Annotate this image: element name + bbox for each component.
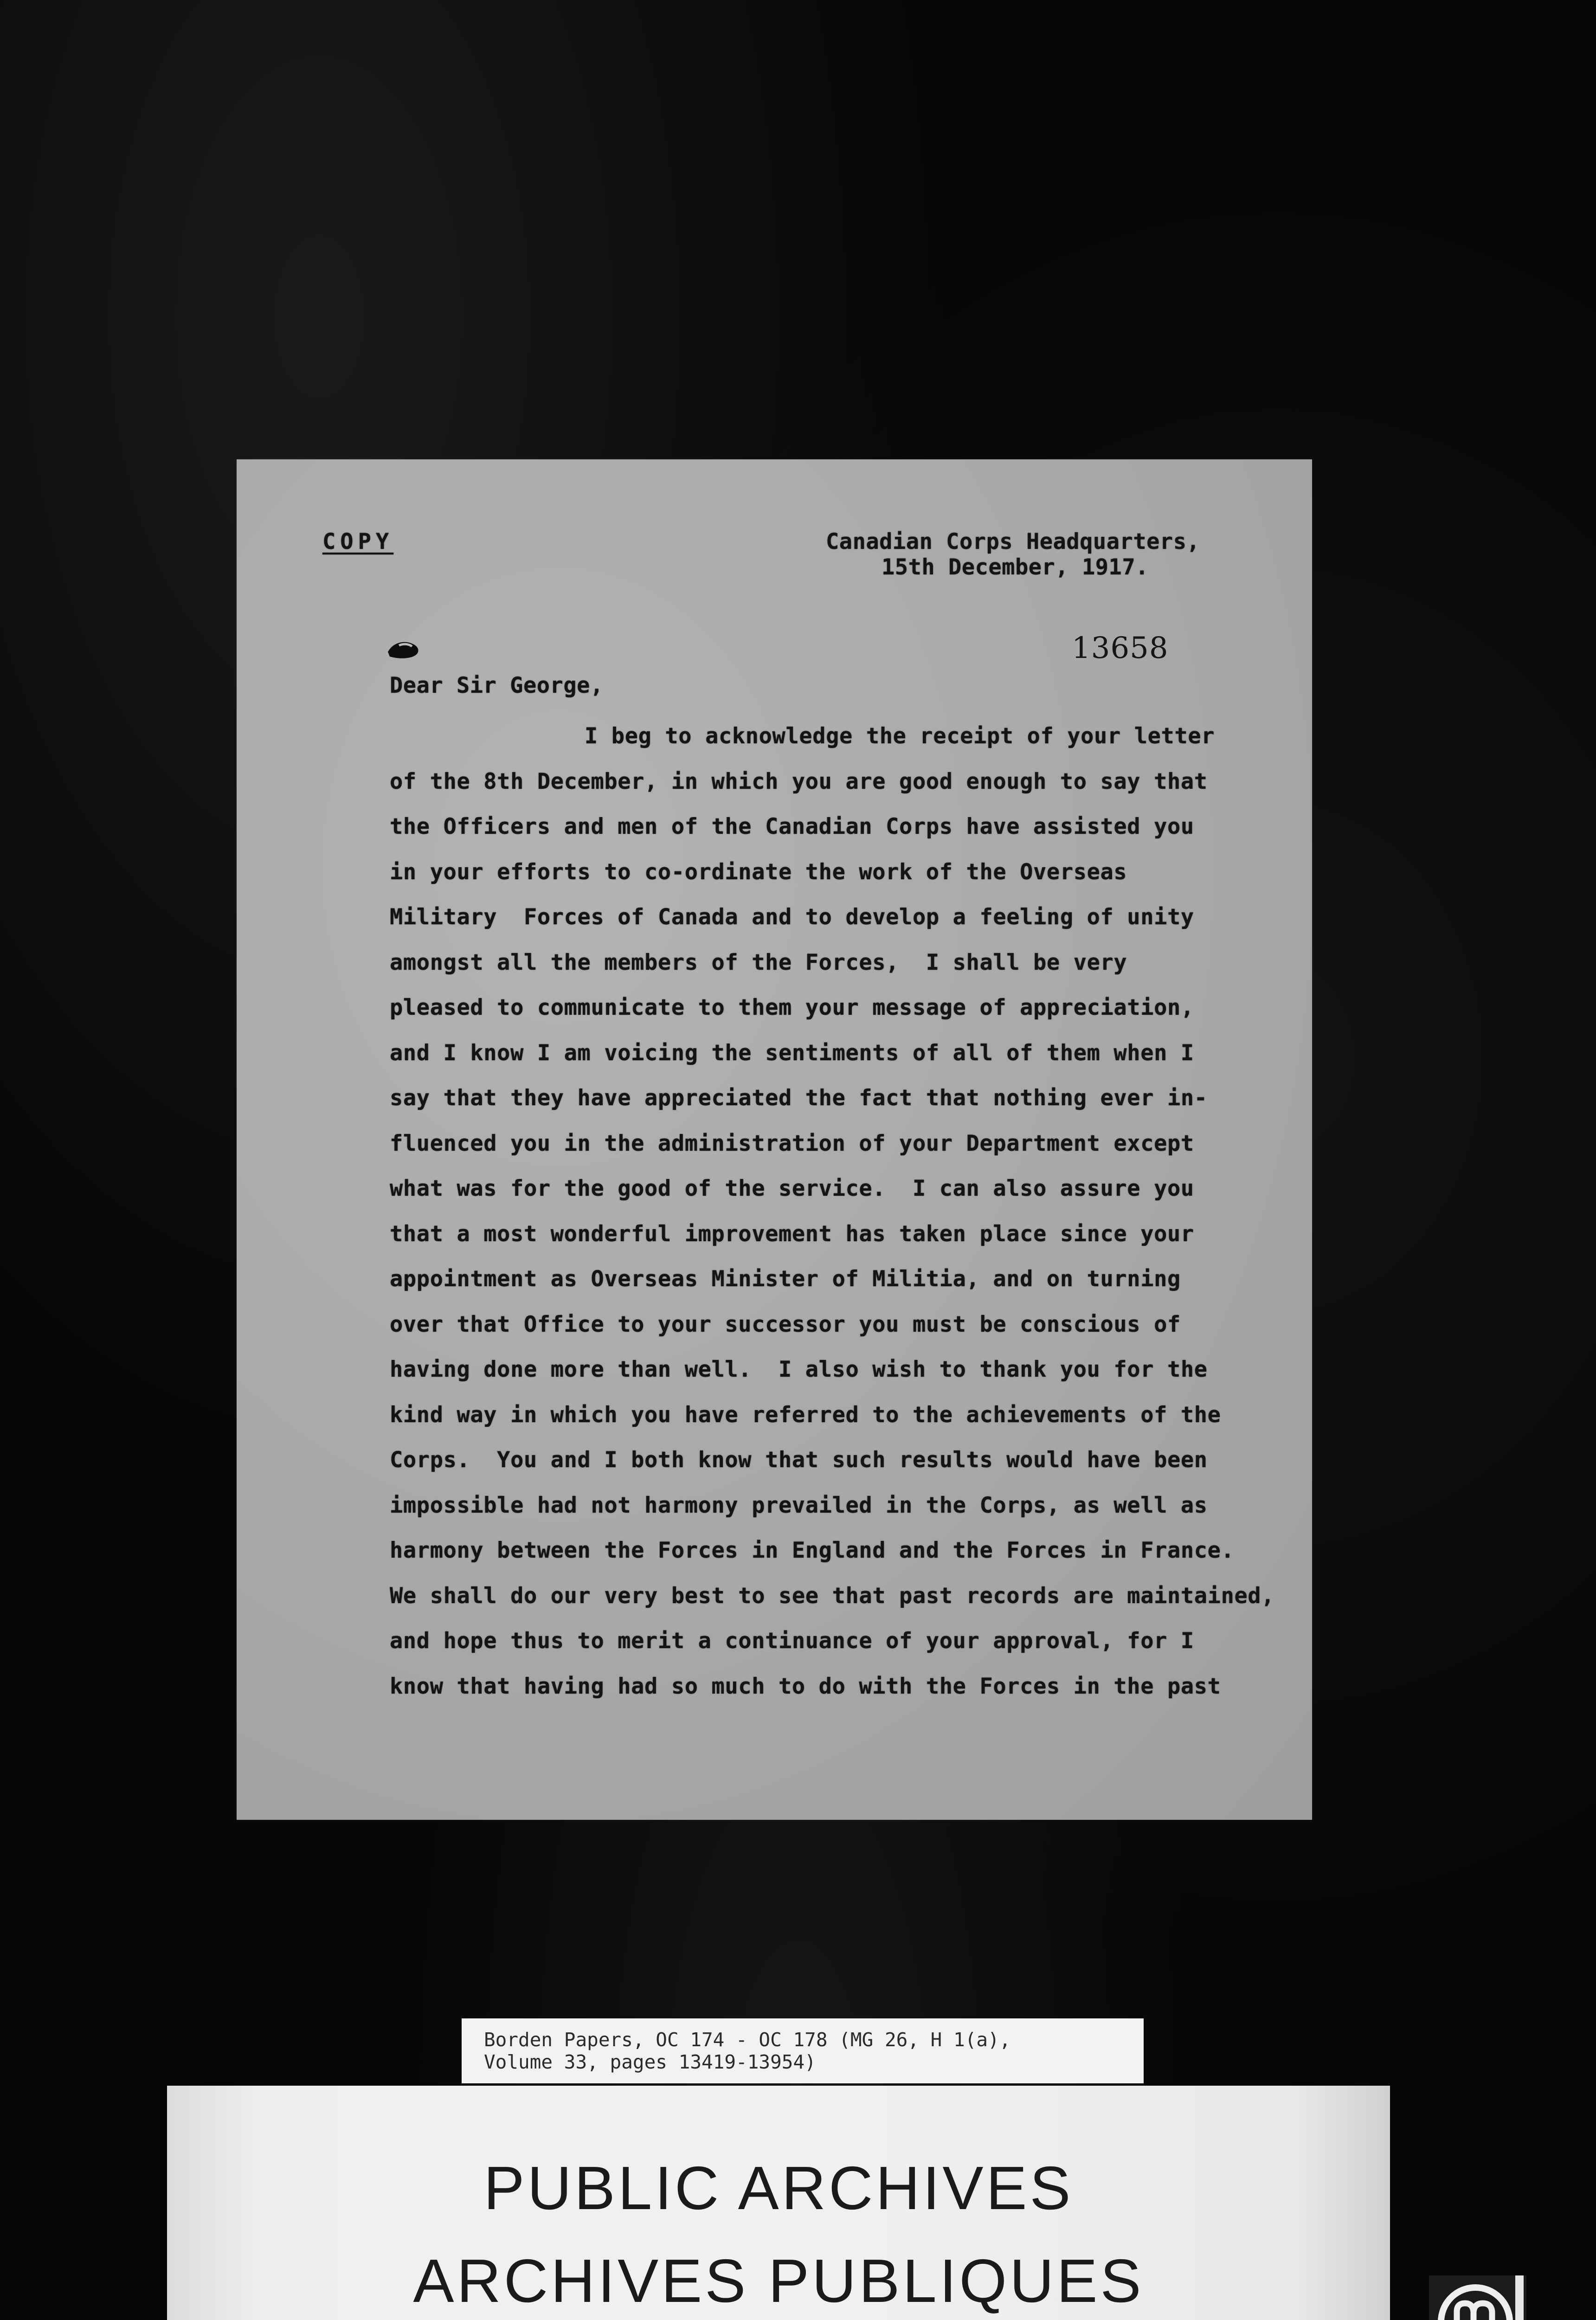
citation-slip [462,2018,1144,2083]
body-line: know that having had so much to do with the Forces in the past [390,1673,1221,1699]
ink-mark-icon [385,638,422,662]
body-line: pleased to communicate to them your message of appreciation, [390,995,1194,1020]
body-line: harmony between the Forces in England and the Forces in France. [390,1538,1235,1563]
archive-label-card [167,2086,1390,2320]
body-line: of the 8th December, in which you are good enough to say that [390,768,1208,794]
body-line: Military Forces of Canada and to develop a feeling of unity [390,904,1194,930]
body-line: Corps. You and I both know that such results would have been [390,1447,1208,1473]
body-line: that a most wonderful improvement has taken place since your [390,1221,1194,1247]
body-line: what was for the good of the service. I can also assure you [390,1176,1194,1201]
headquarters-line: Canadian Corps Headquarters, [826,529,1200,554]
body-line: having done more than well. I also wish to thank you for the [390,1357,1208,1382]
reference-number: 13658 [1072,631,1169,665]
archive-title-english: PUBLIC ARCHIVES [483,2154,1074,2222]
archive-title-french: ARCHIVES PUBLIQUES [413,2247,1144,2315]
body-line: in your efforts to co-ordinate the work of the Overseas [390,859,1127,885]
archives-canada-logo-icon [1424,2269,1531,2320]
body-line: appointment as Overseas Minister of Militia, and on turning [390,1266,1181,1292]
body-line: fluenced you in the administration of your Department except [390,1130,1194,1156]
letter-page [237,459,1312,1820]
letter-date: 15th December, 1917. [882,554,1149,580]
citation-line-1: Borden Papers, OC 174 - OC 178 (MG 26, H 1(a), [484,2029,1011,2051]
body-line: amongst all the members of the Forces, I shall be very [390,949,1127,975]
salutation: Dear Sir George, [390,673,604,698]
body-line: kind way in which you have referred to the achievements of the [390,1402,1221,1428]
body-line: over that Office to your successor you must be conscious of [390,1311,1181,1337]
body-line: and hope thus to merit a continuance of your approval, for I [390,1628,1194,1654]
body-line: We shall do our very best to see that past records are maintained, [390,1583,1275,1609]
copy-label: COPY [322,529,394,554]
citation-line-2: Volume 33, pages 13419-13954) [484,2051,816,2073]
body-line: and I know I am voicing the sentiments of all of them when I [390,1040,1194,1066]
body-line: impossible had not harmony prevailed in the Corps, as well as [390,1492,1208,1518]
letter-body [390,714,1294,1709]
body-line: say that they have appreciated the fact that nothing ever in- [390,1085,1208,1111]
body-line: I beg to acknowledge the receipt of your letter [585,723,1215,749]
body-line: the Officers and men of the Canadian Corps have assisted you [390,814,1194,839]
